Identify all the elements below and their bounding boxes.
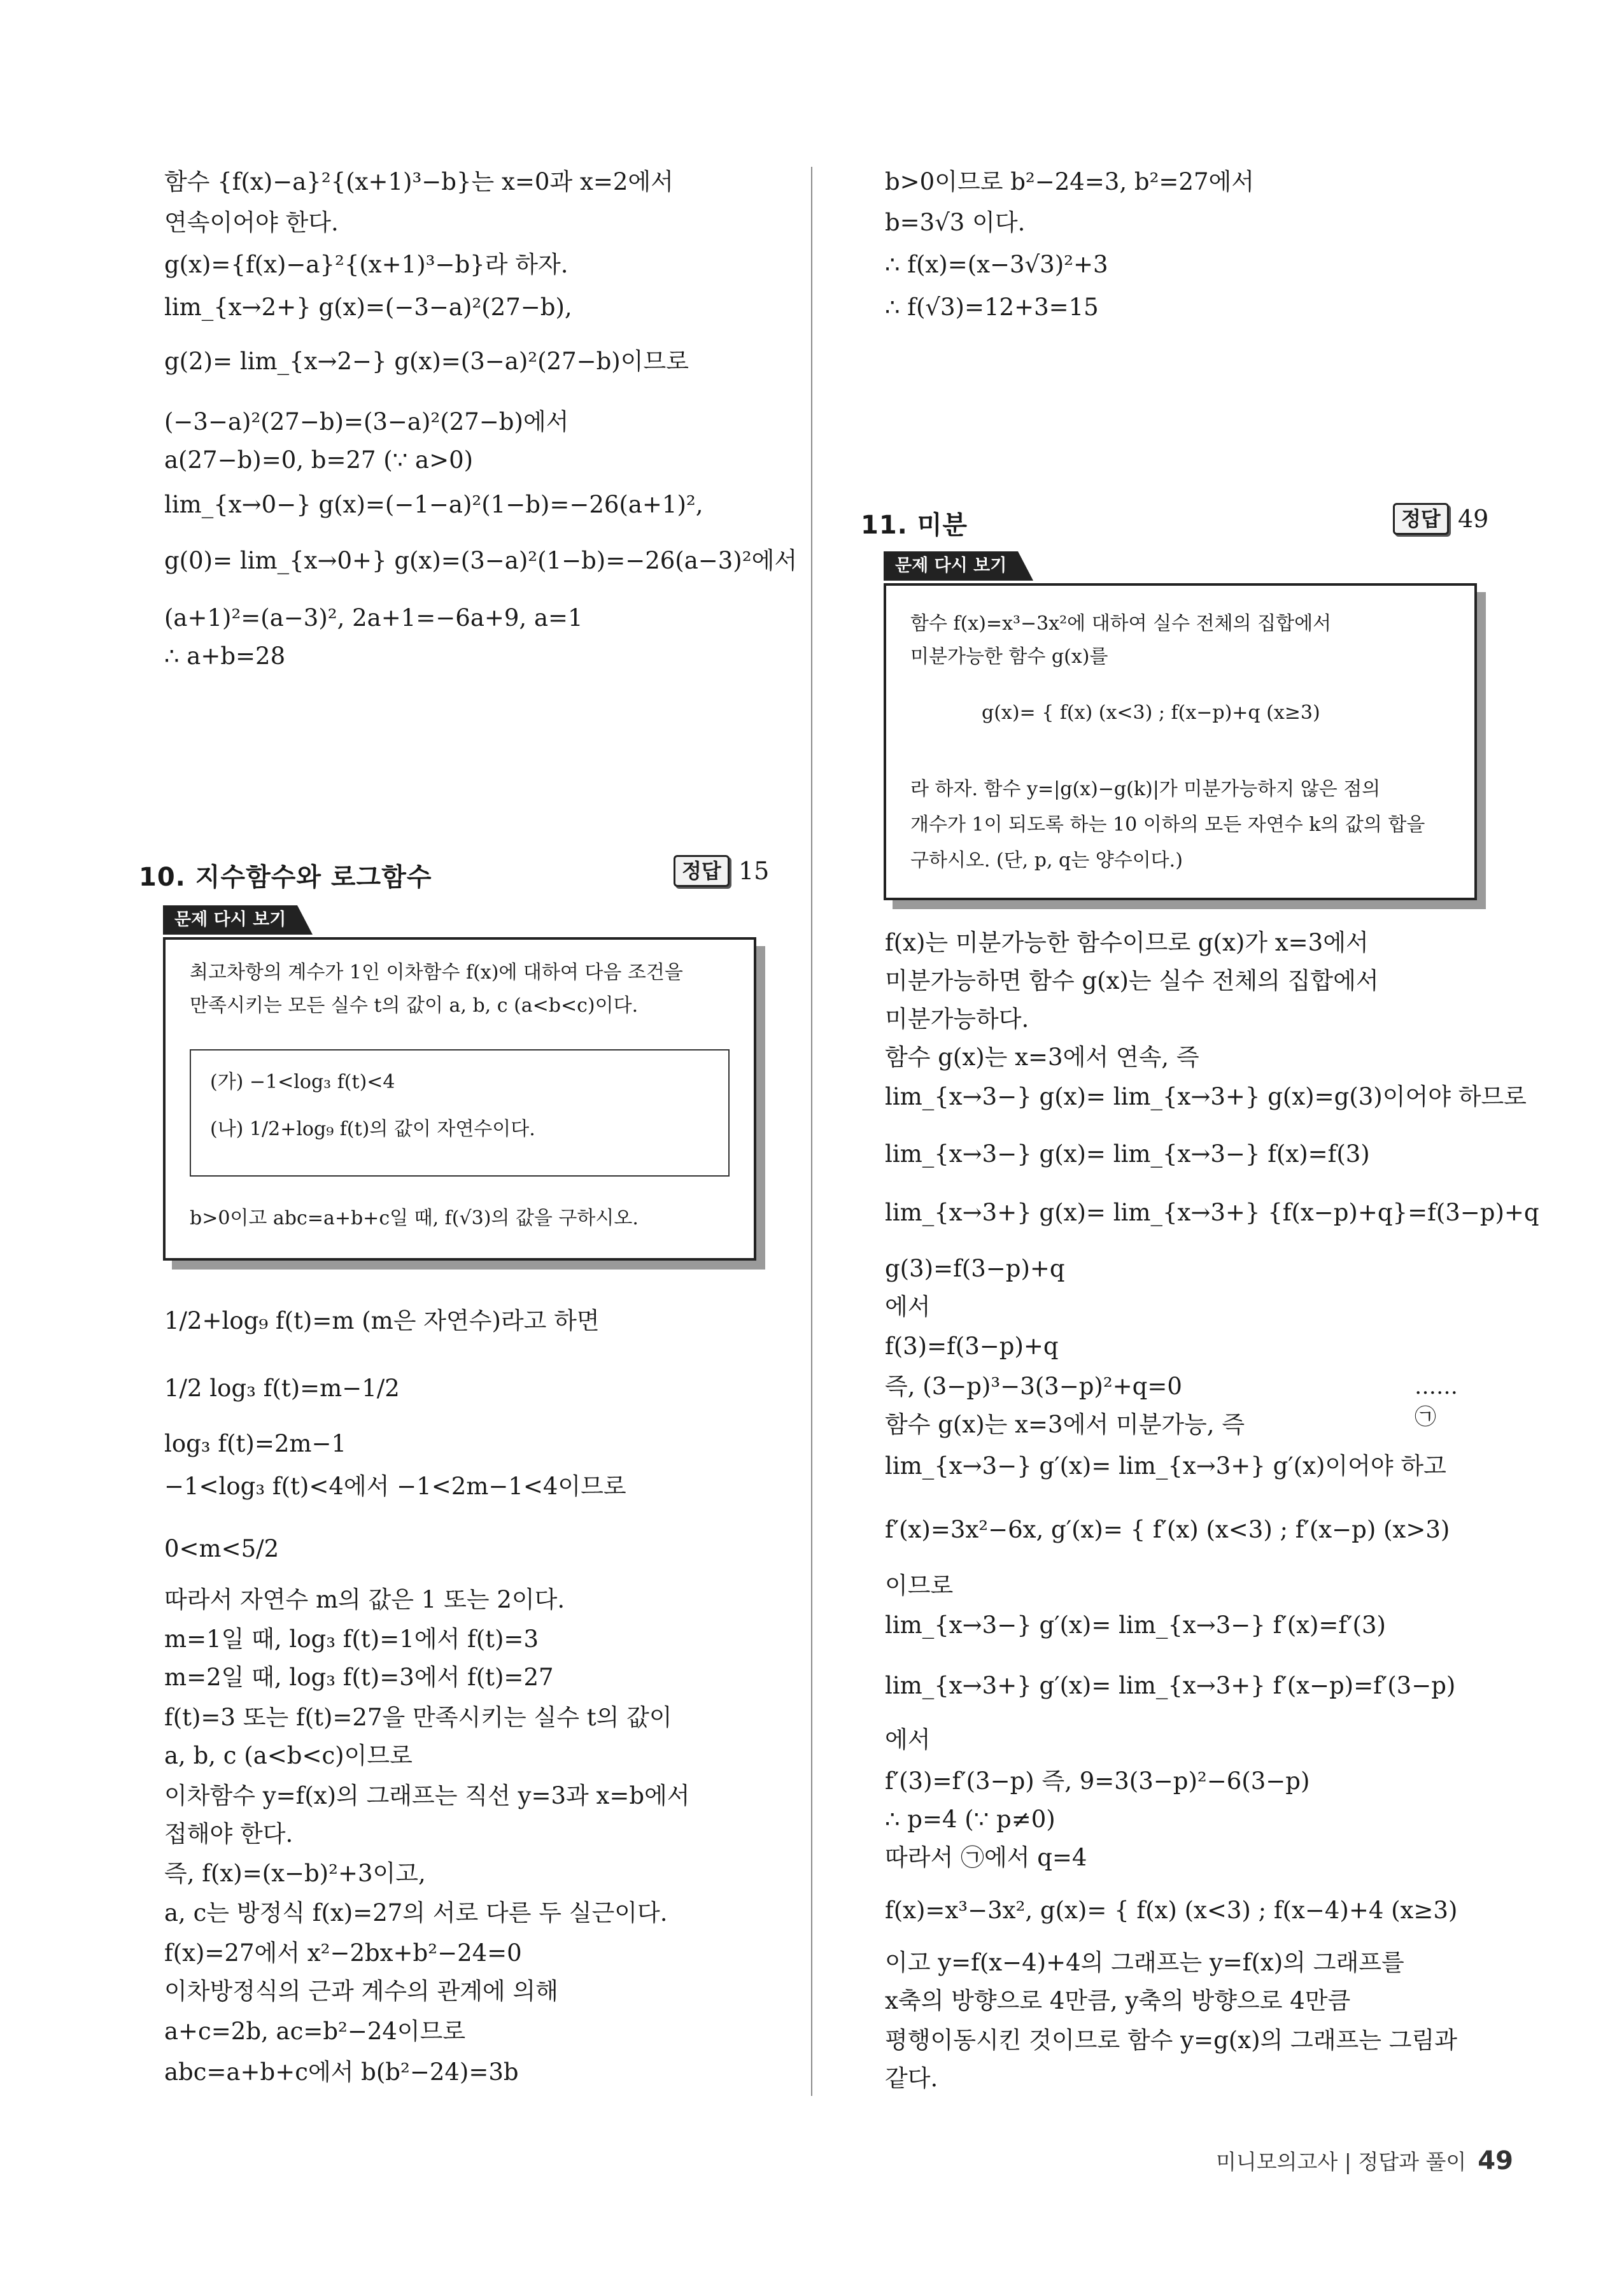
text-line: 함수 g(x)는 x=3에서 연속, 즉	[885, 1043, 1199, 1071]
text-line: g(0)= lim_{x→0+} g(x)=(3−a)²(1−b)=−26(a−3)²에서	[164, 547, 798, 574]
text-line: ∴ f(x)=(x−3√3)²+3	[885, 251, 1108, 278]
text-line: lim_{x→3−} g′(x)= lim_{x→3−} f′(x)=f′(3)	[885, 1611, 1386, 1639]
page-number: 49	[1478, 2146, 1513, 2175]
text-line: 접해야 한다.	[164, 1820, 293, 1848]
condition-box	[190, 1049, 730, 1177]
condition-na: (나) 1/2+log₉ f(t)의 값이 자연수이다.	[210, 1118, 535, 1140]
text-line: b=3√3 이다.	[885, 209, 1026, 236]
text-line: a, b, c (a<b<c)이므로	[164, 1742, 413, 1769]
box-text: 구하시오. (단, p, q는 양수이다.)	[910, 849, 1183, 872]
text-line: 즉, (3−p)³−3(3−p)²+q=0	[885, 1373, 1182, 1400]
text-line: f(t)=3 또는 f(t)=27을 만족시키는 실수 t의 값이	[164, 1704, 672, 1731]
section-title-10: 10. 지수함수와 로그함수	[139, 863, 432, 892]
text-line: 함수 {f(x)−a}²{(x+1)³−b}는 x=0과 x=2에서	[164, 168, 674, 195]
text-line: a, c는 방정식 f(x)=27의 서로 다른 두 실근이다.	[164, 1899, 668, 1927]
text-line: 따라서 자연수 m의 값은 1 또는 2이다.	[164, 1586, 565, 1613]
condition-ga: (가) −1<log₃ f(t)<4	[210, 1071, 395, 1093]
text-line: b>0이므로 b²−24=3, b²=27에서	[885, 168, 1254, 195]
text-line: ∴ f(√3)=12+3=15	[885, 294, 1099, 321]
box-text: 라 하자. 함수 y=|g(x)−g(k)|가 미분가능하지 않은 점의	[910, 778, 1381, 800]
box-text: 미분가능한 함수 g(x)를	[910, 646, 1108, 668]
problem-box-11	[884, 583, 1477, 900]
text-line: 0<m<5/2	[164, 1535, 279, 1562]
text-line: 이므로	[885, 1572, 954, 1599]
answer-value: 15	[738, 857, 770, 885]
text-line: lim_{x→0−} g(x)=(−1−a)²(1−b)=−26(a+1)²,	[164, 491, 703, 518]
box-formula: g(x)= { f(x) (x<3) ; f(x−p)+q (x≥3)	[982, 702, 1320, 724]
text-line: m=1일 때, log₃ f(t)=1에서 f(t)=3	[164, 1625, 539, 1653]
text-line: lim_{x→3−} g′(x)= lim_{x→3+} g′(x)이어야 하고	[885, 1452, 1446, 1480]
text-line: a(27−b)=0, b=27 (∵ a>0)	[164, 446, 474, 474]
text-line: 에서	[885, 1726, 931, 1753]
text-line: f(x)=27에서 x²−2bx+b²−24=0	[164, 1939, 522, 1967]
text-line: 같다.	[885, 2065, 938, 2092]
text-line: 연속이어야 한다.	[164, 209, 339, 236]
text-line: log₃ f(t)=2m−1	[164, 1430, 346, 1457]
problem-box-10	[163, 937, 756, 1261]
text-line: ∴ a+b=28	[164, 642, 286, 670]
text-line: m=2일 때, log₃ f(t)=3에서 f(t)=27	[164, 1664, 554, 1691]
text-line: (−3−a)²(27−b)=(3−a)²(27−b)에서	[164, 408, 569, 435]
text-line: abc=a+b+c에서 b(b²−24)=3b	[164, 2058, 519, 2086]
text-line: f(3)=f(3−p)+q	[885, 1333, 1059, 1360]
text-line: 함수 g(x)는 x=3에서 미분가능, 즉	[885, 1411, 1245, 1438]
text-line: f′(3)=f′(3−p) 즉, 9=3(3−p)²−6(3−p)	[885, 1767, 1310, 1795]
text-line: lim_{x→2+} g(x)=(−3−a)²(27−b),	[164, 294, 572, 321]
text-line: x축의 방향으로 4만큼, y축의 방향으로 4만큼	[885, 1987, 1351, 2014]
review-tab-10: 문제 다시 보기	[163, 905, 297, 935]
text-line: 1/2 log₃ f(t)=m−1/2	[164, 1375, 400, 1402]
text-line: 이차함수 y=f(x)의 그래프는 직선 y=3과 x=b에서	[164, 1782, 690, 1809]
box-text: 만족시키는 모든 실수 t의 값이 a, b, c (a<b<c)이다.	[190, 994, 639, 1017]
box-text: 함수 f(x)=x³−3x²에 대하여 실수 전체의 집합에서	[910, 612, 1332, 635]
text-line: f(x)는 미분가능한 함수이므로 g(x)가 x=3에서	[885, 929, 1369, 956]
text-line: 미분가능하다.	[885, 1005, 1029, 1033]
footer-text: 미니모의고사 | 정답과 풀이	[1216, 2149, 1467, 2174]
box-text: 최고차항의 계수가 1인 이차함수 f(x)에 대하여 다음 조건을	[190, 961, 683, 984]
text-line: lim_{x→3+} g′(x)= lim_{x→3+} f′(x−p)=f′(3−p)	[885, 1672, 1456, 1699]
page-footer	[1216, 2146, 1513, 2175]
text-line: f(x)=x³−3x², g(x)= { f(x) (x<3) ; f(x−4)+4 (x≥3)	[885, 1897, 1458, 1924]
box-text: b>0이고 abc=a+b+c일 때, f(√3)의 값을 구하시오.	[190, 1207, 639, 1229]
answer-badge: 정답	[1393, 503, 1449, 535]
text-line: f′(x)=3x²−6x, g′(x)= { f′(x) (x<3) ; f′(x−p) (x>3)	[885, 1516, 1450, 1543]
text-line: g(2)= lim_{x→2−} g(x)=(3−a)²(27−b)이므로	[164, 348, 689, 375]
text-line: 이차방정식의 근과 계수의 관계에 의해	[164, 1977, 558, 2005]
box-text: 개수가 1이 되도록 하는 10 이하의 모든 자연수 k의 값의 합을	[910, 814, 1425, 836]
column-divider	[811, 167, 812, 2096]
text-line: −1<log₃ f(t)<4에서 −1<2m−1<4이므로	[164, 1473, 626, 1500]
text-line: lim_{x→3−} g(x)= lim_{x→3+} g(x)=g(3)이어야 하므로	[885, 1083, 1527, 1110]
text-line: 즉, f(x)=(x−b)²+3이고,	[164, 1860, 426, 1887]
text-line: lim_{x→3+} g(x)= lim_{x→3+} {f(x−p)+q}=f(3−p)+q	[885, 1199, 1539, 1226]
text-line: g(3)=f(3−p)+q	[885, 1255, 1065, 1282]
text-line: g(x)={f(x)−a}²{(x+1)³−b}라 하자.	[164, 251, 568, 278]
section-title-11: 11. 미분	[861, 511, 968, 540]
answer-value: 49	[1458, 505, 1489, 533]
answer-badge: 정답	[674, 855, 730, 887]
text-line: 평행이동시킨 것이므로 함수 y=g(x)의 그래프는 그림과	[885, 2027, 1457, 2054]
text-line: (a+1)²=(a−3)², 2a+1=−6a+9, a=1	[164, 604, 583, 632]
text-line: 미분가능하면 함수 g(x)는 실수 전체의 집합에서	[885, 967, 1379, 994]
text-line: lim_{x→3−} g(x)= lim_{x→3−} f(x)=f(3)	[885, 1140, 1370, 1168]
review-tab-11: 문제 다시 보기	[884, 551, 1018, 581]
text-line: a+c=2b, ac=b²−24이므로	[164, 2018, 466, 2045]
text-line: 따라서 ㉠에서 q=4	[885, 1844, 1087, 1871]
text-line: ∴ p=4 (∵ p≠0)	[885, 1806, 1056, 1833]
text-line: 이고 y=f(x−4)+4의 그래프는 y=f(x)의 그래프를	[885, 1949, 1404, 1976]
equation-marker: ……㉠	[1415, 1374, 1458, 1430]
text-line: 1/2+log₉ f(t)=m (m은 자연수)라고 하면	[164, 1307, 600, 1334]
text-line: 에서	[885, 1293, 931, 1320]
